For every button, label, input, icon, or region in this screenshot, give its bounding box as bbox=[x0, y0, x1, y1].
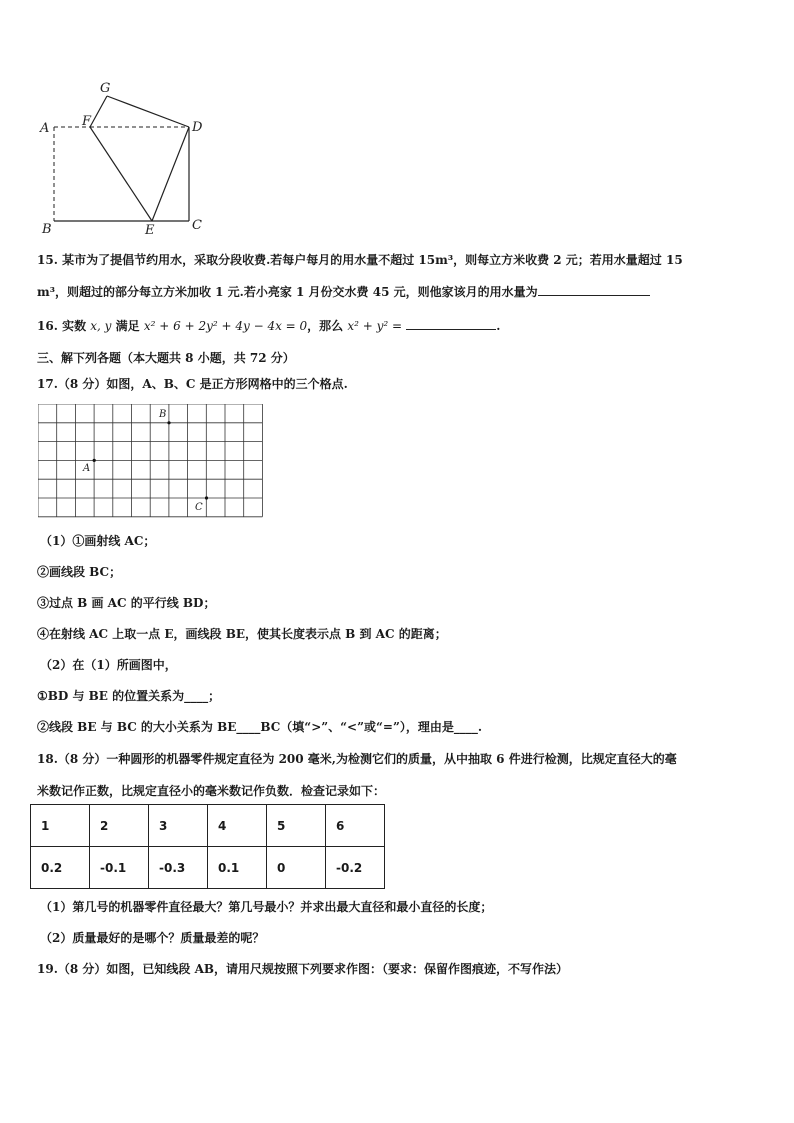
square-grid-q17 bbox=[38, 404, 268, 518]
q16-line bbox=[37, 317, 500, 334]
table-cell: 1 bbox=[31, 805, 90, 847]
grid-label-b: B bbox=[159, 409, 167, 420]
line-fe bbox=[90, 127, 152, 221]
point-a bbox=[93, 459, 96, 462]
q15-text-1: 某市为了提倡节约用水，采取分段收费.若每户每月的用水量不超过 15m³，则每立方米收费 2 元；若用水量超过 15 bbox=[62, 253, 683, 267]
table-header-row bbox=[31, 805, 385, 847]
q16-expr: x² + y² = bbox=[347, 319, 403, 333]
q17-part5: （2）在（1）所画图中， bbox=[40, 658, 177, 672]
q17-part7: ②线段 BE 与 BC 的大小关系为 BE____BC（填“>”、“<”或“=”），理由是____. bbox=[37, 720, 483, 734]
geometry-figure-q14 bbox=[0, 70, 230, 240]
point-b bbox=[167, 421, 170, 424]
q15-line1 bbox=[37, 251, 683, 268]
label-f: F bbox=[82, 114, 92, 129]
q16-mid: 满足 bbox=[115, 319, 140, 333]
table-value-row bbox=[31, 847, 385, 889]
q16-pre: 实数 bbox=[62, 319, 87, 333]
table-cell: -0.3 bbox=[149, 847, 208, 889]
table-cell: 0.1 bbox=[208, 847, 267, 889]
table-cell: 5 bbox=[267, 805, 326, 847]
q16-equation: x² + 6 + 2y² + 4y − 4x = 0 bbox=[143, 319, 308, 333]
grid-label-a: A bbox=[83, 463, 91, 474]
q19-line: 19.（8 分）如图，已知线段 AB，请用尺规按照下列要求作图：（要求：保留作图痕迹，不写作法） bbox=[37, 962, 569, 976]
q17-part6: ①BD 与 BE 的位置关系为____； bbox=[37, 689, 221, 703]
q18-part1: （1）第几号的机器零件直径最大？第几号最小？并求出最大直径和最小直径的长度； bbox=[40, 900, 493, 914]
q18-record-table bbox=[30, 804, 385, 889]
q16-answer-blank[interactable] bbox=[406, 317, 496, 330]
label-b: B bbox=[42, 222, 52, 237]
table-cell: -0.1 bbox=[90, 847, 149, 889]
label-g: G bbox=[100, 81, 111, 96]
q18-line1: 18.（8 分）一种圆形的机器零件规定直径为 200 毫米,为检测它们的质量，从中抽取 6 件进行检测，比规定直径大的毫 bbox=[37, 752, 677, 766]
q15-line2 bbox=[37, 283, 650, 300]
label-a: A bbox=[40, 121, 50, 136]
q17-part2: ②画线段 BC； bbox=[37, 565, 122, 579]
table-cell: 0.2 bbox=[31, 847, 90, 889]
section-3-heading: 三、解下列各题（本大题共 8 小题，共 72 分） bbox=[37, 351, 295, 365]
label-c: C bbox=[192, 218, 202, 233]
q15-text-2: m³，则超过的部分每立方米加收 1 元.若小亮家 1 月份交水费 45 元，则他家该月的用水量为 bbox=[37, 285, 538, 299]
line-gd bbox=[107, 96, 189, 127]
grid-label-c: C bbox=[195, 502, 203, 513]
q16-post: ，那么 bbox=[307, 319, 344, 333]
label-e: E bbox=[145, 223, 155, 238]
q17-part1: （1）①画射线 AC； bbox=[40, 534, 156, 548]
label-d: D bbox=[192, 120, 203, 135]
grid-lines bbox=[38, 404, 262, 517]
point-c bbox=[205, 496, 208, 499]
table-cell: 3 bbox=[149, 805, 208, 847]
table-cell: -0.2 bbox=[326, 847, 385, 889]
q17-part4: ④在射线 AC 上取一点 E，画线段 BE，使其长度表示点 B 到 AC 的距离； bbox=[37, 627, 447, 641]
q15-number: 15. bbox=[37, 253, 58, 267]
table-cell: 6 bbox=[326, 805, 385, 847]
q15-answer-blank[interactable] bbox=[538, 283, 650, 296]
q18-line2: 米数记作正数，比规定直径小的毫米数记作负数．检查记录如下： bbox=[37, 784, 386, 798]
q16-vars: x, y bbox=[90, 319, 112, 333]
q17-header: 17.（8 分）如图，A、B、C 是正方形网格中的三个格点. bbox=[37, 377, 348, 391]
q16-number: 16. bbox=[37, 319, 58, 333]
q16-end: . bbox=[496, 319, 501, 333]
q18-part2: （2）质量最好的是哪个？质量最差的呢？ bbox=[40, 931, 265, 945]
line-de bbox=[152, 127, 189, 221]
table-cell: 4 bbox=[208, 805, 267, 847]
q17-part3: ③过点 B 画 AC 的平行线 BD； bbox=[37, 596, 216, 610]
table-cell: 0 bbox=[267, 847, 326, 889]
table-cell: 2 bbox=[90, 805, 149, 847]
line-gf bbox=[90, 96, 107, 127]
